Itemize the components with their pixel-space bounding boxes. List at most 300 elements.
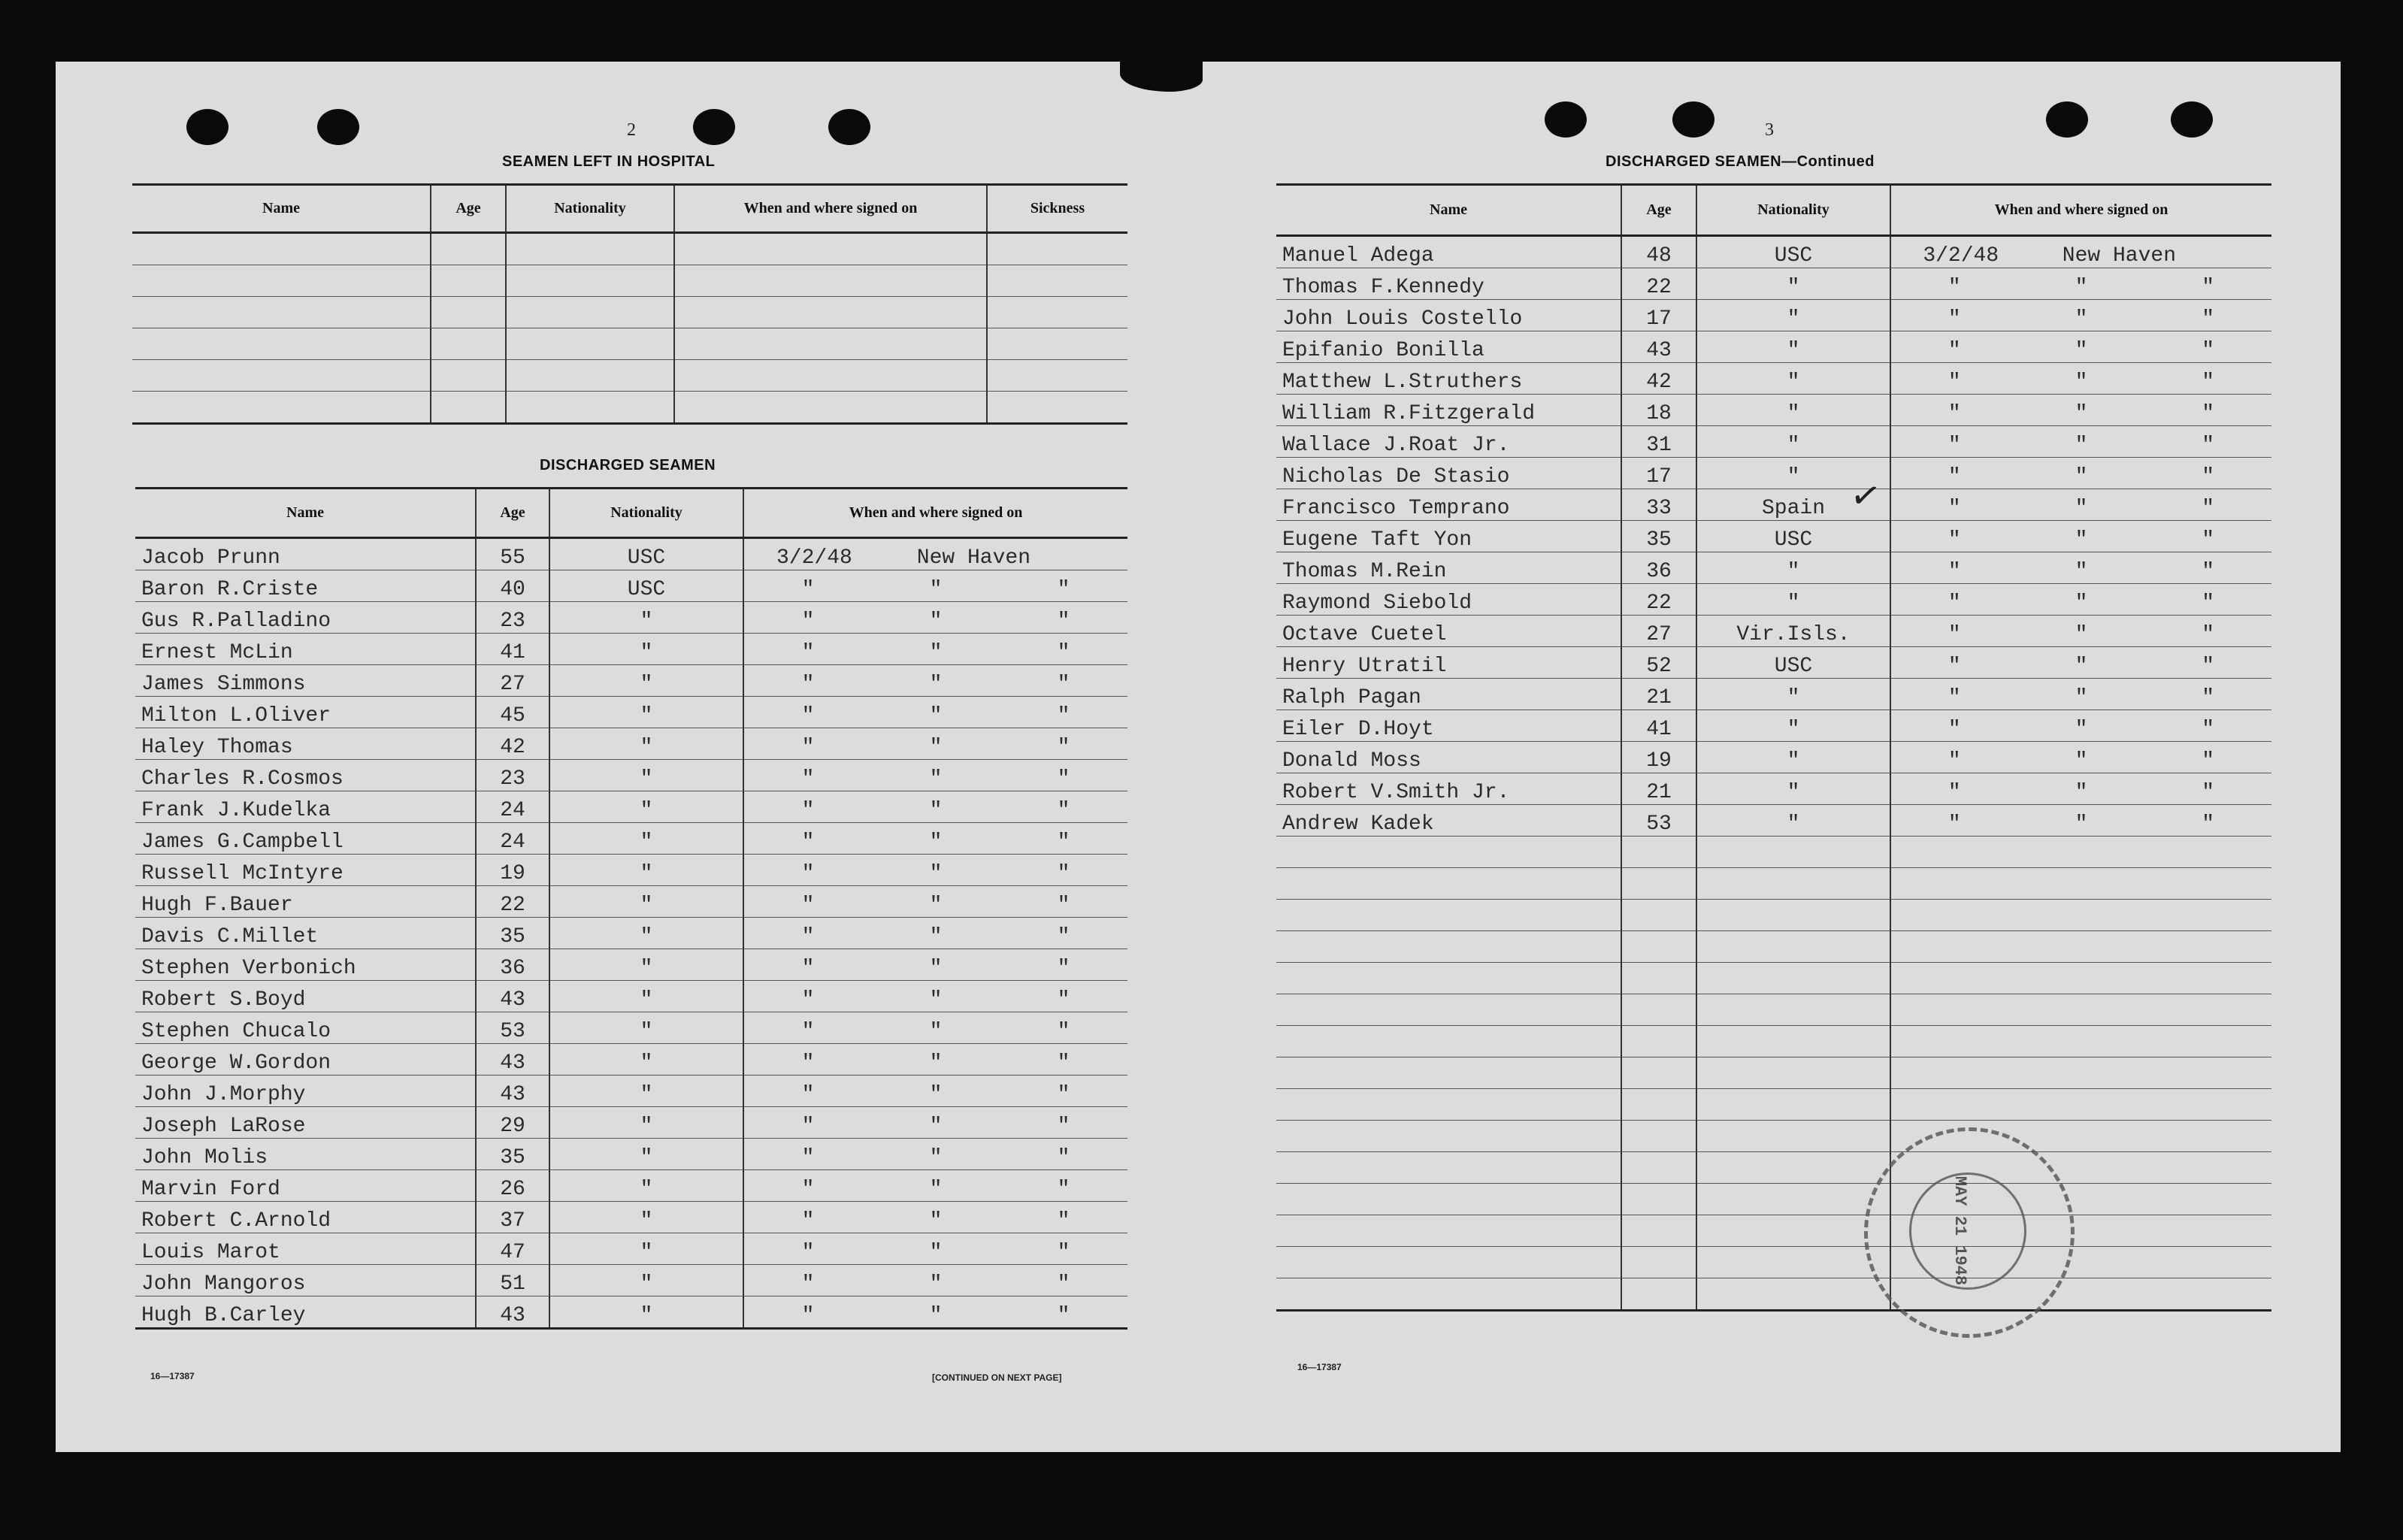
- blank-row: [1276, 931, 2271, 963]
- signed-on-cell: [743, 791, 1127, 823]
- seaman-age: 35: [476, 1139, 549, 1170]
- signed-on-place: New Haven: [916, 546, 1031, 570]
- seaman-nationality: ": [1696, 552, 1890, 584]
- signed-on-cell: [743, 728, 1127, 760]
- table-row: [1276, 647, 2271, 679]
- seaman-name: John J.Morphy: [135, 1076, 476, 1107]
- seaman-name: Ernest McLin: [135, 634, 476, 665]
- table-row: [135, 886, 1127, 918]
- seaman-age: 22: [1621, 584, 1696, 616]
- blank-row: [1276, 1247, 2271, 1278]
- seaman-nationality: ": [1696, 363, 1890, 395]
- seaman-name: Robert S.Boyd: [135, 981, 476, 1012]
- signed-on-place: ": [929, 957, 943, 980]
- seaman-nationality: ": [549, 1076, 743, 1107]
- signed-on-cell: [743, 1265, 1127, 1296]
- seaman-nationality: ": [549, 728, 743, 760]
- table-row: [1276, 679, 2271, 710]
- seaman-age: 36: [476, 949, 549, 981]
- seaman-age: 37: [476, 1202, 549, 1233]
- signed-on-place: ": [929, 1115, 943, 1138]
- signed-on-ditto: ": [2202, 497, 2215, 520]
- received-stamp: [1864, 1127, 2075, 1338]
- signed-on-cell: [1890, 489, 2271, 521]
- seaman-name: Frank J.Kudelka: [135, 791, 476, 823]
- signed-on-date: ": [1948, 686, 1961, 709]
- column-header: Nationality: [1696, 185, 1890, 236]
- seaman-name: Manuel Adega: [1276, 236, 1621, 268]
- blank-row: [132, 360, 1127, 392]
- seaman-nationality: ": [549, 1202, 743, 1233]
- seaman-nationality: ": [549, 1139, 743, 1170]
- table-row: [135, 760, 1127, 791]
- blank-row: [1276, 1057, 2271, 1089]
- signed-on-date: ": [801, 1020, 815, 1043]
- seaman-name: Hugh B.Carley: [135, 1296, 476, 1329]
- seaman-nationality: ": [1696, 805, 1890, 837]
- form-number: 16—17387: [150, 1371, 195, 1381]
- signed-on-cell: [1890, 616, 2271, 647]
- signed-on-place: ": [929, 1241, 943, 1264]
- punch-hole: [2171, 101, 2213, 138]
- signed-on-cell: [743, 823, 1127, 855]
- signed-on-date: ": [801, 988, 815, 1012]
- seaman-name: Charles R.Cosmos: [135, 760, 476, 791]
- signed-on-date: ": [801, 831, 815, 854]
- blank-row: [1276, 1278, 2271, 1311]
- signed-on-ditto: ": [1057, 862, 1070, 885]
- punch-hole: [1672, 101, 1714, 138]
- signed-on-ditto: ": [1057, 610, 1070, 633]
- table-row: [135, 791, 1127, 823]
- seaman-nationality: ": [549, 1044, 743, 1076]
- signed-on-date: ": [1948, 497, 1961, 520]
- seaman-name: Matthew L.Struthers: [1276, 363, 1621, 395]
- signed-on-cell: [1890, 236, 2271, 268]
- signed-on-place: ": [929, 1272, 943, 1296]
- column-header: Age: [431, 185, 506, 233]
- seaman-nationality: ": [1696, 679, 1890, 710]
- table-row: [1276, 584, 2271, 616]
- signed-on-ditto: ": [2202, 560, 2215, 583]
- signed-on-cell: [1890, 458, 2271, 489]
- seaman-age: 40: [476, 570, 549, 602]
- seaman-age: 45: [476, 697, 549, 728]
- signed-on-date: ": [801, 1209, 815, 1233]
- seaman-age: 21: [1621, 773, 1696, 805]
- punch-hole: [693, 109, 735, 145]
- signed-on-cell: [1890, 395, 2271, 426]
- seaman-age: 17: [1621, 458, 1696, 489]
- seaman-nationality: ": [1696, 426, 1890, 458]
- signed-on-ditto: ": [2202, 781, 2215, 804]
- signed-on-cell: [743, 918, 1127, 949]
- blank-row: [1276, 1026, 2271, 1057]
- table-row: [135, 1296, 1127, 1329]
- seaman-name: Eiler D.Hoyt: [1276, 710, 1621, 742]
- signed-on-place: ": [2075, 528, 2088, 552]
- seaman-name: Baron R.Criste: [135, 570, 476, 602]
- signed-on-date: ": [1948, 339, 1961, 362]
- signed-on-cell: [1890, 300, 2271, 331]
- signed-on-cell: [743, 855, 1127, 886]
- signed-on-date: ": [801, 1083, 815, 1106]
- seaman-nationality: ": [549, 791, 743, 823]
- signed-on-place: ": [929, 862, 943, 885]
- seaman-nationality: ": [549, 760, 743, 791]
- punch-hole: [2046, 101, 2088, 138]
- signed-on-cell: [743, 602, 1127, 634]
- signed-on-place: ": [929, 641, 943, 664]
- seaman-age: 27: [1621, 616, 1696, 647]
- table-row: [135, 1233, 1127, 1265]
- table-row: [135, 981, 1127, 1012]
- signed-on-place: ": [929, 736, 943, 759]
- signed-on-ditto: ": [1057, 704, 1070, 728]
- checkmark: ✓: [1847, 473, 1884, 519]
- seaman-age: 41: [476, 634, 549, 665]
- table-row: [135, 728, 1127, 760]
- signed-on-ditto: ": [1057, 1178, 1070, 1201]
- signed-on-ditto: ": [2202, 528, 2215, 552]
- seaman-name: Donald Moss: [1276, 742, 1621, 773]
- seaman-age: 47: [476, 1233, 549, 1265]
- table-row: [1276, 805, 2271, 837]
- seaman-name: John Molis: [135, 1139, 476, 1170]
- seaman-nationality: ": [549, 634, 743, 665]
- seaman-nationality: ": [1696, 773, 1890, 805]
- seaman-nationality: ": [549, 602, 743, 634]
- seaman-name: Joseph LaRose: [135, 1107, 476, 1139]
- seaman-nationality: ": [549, 1296, 743, 1329]
- signed-on-cell: [743, 1170, 1127, 1202]
- discharged-continued-title: DISCHARGED SEAMEN—Continued: [1606, 153, 1875, 170]
- signed-on-ditto: ": [2202, 591, 2215, 615]
- signed-on-ditto: ": [1057, 673, 1070, 696]
- seaman-nationality: ": [1696, 710, 1890, 742]
- table-row: [135, 1012, 1127, 1044]
- signed-on-date: ": [1948, 781, 1961, 804]
- signed-on-cell: [1890, 363, 2271, 395]
- seaman-name: Davis C.Millet: [135, 918, 476, 949]
- seaman-name: Louis Marot: [135, 1233, 476, 1265]
- signed-on-ditto: ": [1057, 641, 1070, 664]
- signed-on-ditto: ": [1057, 1272, 1070, 1296]
- seaman-nationality: ": [1696, 395, 1890, 426]
- table-row: [135, 538, 1127, 570]
- punch-hole: [186, 109, 228, 145]
- signed-on-cell: [1890, 521, 2271, 552]
- seaman-age: 26: [476, 1170, 549, 1202]
- seaman-age: 23: [476, 602, 549, 634]
- column-header: Name: [135, 489, 476, 538]
- signed-on-cell: [1890, 710, 2271, 742]
- seaman-name: Ralph Pagan: [1276, 679, 1621, 710]
- signed-on-date: ": [1948, 528, 1961, 552]
- seaman-age: 53: [476, 1012, 549, 1044]
- signed-on-place: ": [2075, 781, 2088, 804]
- table-row: [1276, 300, 2271, 331]
- signed-on-date: ": [1948, 434, 1961, 457]
- seaman-age: 24: [476, 823, 549, 855]
- signed-on-place: ": [929, 1304, 943, 1327]
- signed-on-cell: [743, 1233, 1127, 1265]
- table-row: [135, 1139, 1127, 1170]
- seaman-name: Thomas M.Rein: [1276, 552, 1621, 584]
- seaman-name: Hugh F.Bauer: [135, 886, 476, 918]
- signed-on-cell: [1890, 805, 2271, 837]
- signed-on-place: ": [929, 831, 943, 854]
- blank-row: [132, 328, 1127, 360]
- signed-on-place: ": [929, 1209, 943, 1233]
- seaman-name: Andrew Kadek: [1276, 805, 1621, 837]
- seaman-nationality: ": [549, 1170, 743, 1202]
- signed-on-ditto: ": [1057, 578, 1070, 601]
- blank-row: [1276, 1215, 2271, 1247]
- signed-on-place: ": [929, 610, 943, 633]
- signed-on-date: ": [801, 894, 815, 917]
- seaman-age: 17: [1621, 300, 1696, 331]
- signed-on-place: ": [929, 799, 943, 822]
- signed-on-ditto: ": [1057, 894, 1070, 917]
- signed-on-cell: [743, 1202, 1127, 1233]
- signed-on-date: ": [801, 1115, 815, 1138]
- column-header: When and where signed on: [743, 489, 1127, 538]
- seaman-name: Epifanio Bonilla: [1276, 331, 1621, 363]
- signed-on-ditto: ": [1057, 799, 1070, 822]
- signed-on-place: ": [2075, 623, 2088, 646]
- signed-on-cell: [1890, 742, 2271, 773]
- blank-row: [132, 233, 1127, 265]
- signed-on-cell: [743, 981, 1127, 1012]
- seaman-age: 33: [1621, 489, 1696, 521]
- seaman-age: 23: [476, 760, 549, 791]
- seaman-age: 53: [1621, 805, 1696, 837]
- seaman-nationality: ": [549, 1233, 743, 1265]
- blank-row: [132, 392, 1127, 424]
- column-header: Sickness: [987, 185, 1127, 233]
- seaman-nationality: ": [1696, 584, 1890, 616]
- signed-on-cell: [1890, 584, 2271, 616]
- table-row: [1276, 395, 2271, 426]
- signed-on-date: ": [801, 925, 815, 949]
- signed-on-ditto: ": [1057, 1241, 1070, 1264]
- signed-on-date: ": [801, 641, 815, 664]
- table-row: [1276, 331, 2271, 363]
- seaman-nationality: Spain: [1696, 489, 1890, 521]
- signed-on-cell: [743, 1139, 1127, 1170]
- signed-on-place: ": [929, 673, 943, 696]
- seaman-nationality: ": [1696, 458, 1890, 489]
- signed-on-ditto: ": [1057, 1020, 1070, 1043]
- signed-on-cell: [743, 1012, 1127, 1044]
- seaman-name: Thomas F.Kennedy: [1276, 268, 1621, 300]
- signed-on-date: ": [1948, 307, 1961, 331]
- signed-on-cell: [743, 1044, 1127, 1076]
- signed-on-place: ": [929, 894, 943, 917]
- blank-row: [1276, 1152, 2271, 1184]
- seaman-nationality: ": [549, 886, 743, 918]
- signed-on-place: ": [929, 578, 943, 601]
- signed-on-place: ": [2075, 307, 2088, 331]
- signed-on-ditto: ": [2202, 307, 2215, 331]
- signed-on-place: ": [2075, 655, 2088, 678]
- blank-row: [132, 297, 1127, 328]
- seaman-nationality: USC: [1696, 236, 1890, 268]
- seaman-age: 43: [1621, 331, 1696, 363]
- column-header: Age: [1621, 185, 1696, 236]
- signed-on-date: ": [1948, 402, 1961, 425]
- seaman-age: 43: [476, 1044, 549, 1076]
- signed-on-ditto: ": [2202, 465, 2215, 489]
- signed-on-date: ": [801, 704, 815, 728]
- seaman-nationality: ": [549, 823, 743, 855]
- punch-hole: [317, 109, 359, 145]
- signed-on-date: ": [1948, 655, 1961, 678]
- signed-on-place: ": [929, 1051, 943, 1075]
- seaman-name: Stephen Chucalo: [135, 1012, 476, 1044]
- seaman-age: 22: [1621, 268, 1696, 300]
- signed-on-cell: [1890, 773, 2271, 805]
- table-row: [1276, 489, 2271, 521]
- seaman-age: 42: [1621, 363, 1696, 395]
- signed-on-place: ": [929, 704, 943, 728]
- signed-on-ditto: ": [2202, 434, 2215, 457]
- signed-on-date: ": [801, 1146, 815, 1169]
- table-row: [1276, 742, 2271, 773]
- signed-on-date: ": [1948, 560, 1961, 583]
- signed-on-ditto: ": [2202, 686, 2215, 709]
- seaman-name: George W.Gordon: [135, 1044, 476, 1076]
- table-row: [1276, 268, 2271, 300]
- signed-on-date: ": [801, 1272, 815, 1296]
- column-header: Name: [132, 185, 431, 233]
- signed-on-place: ": [929, 1146, 943, 1169]
- seaman-age: 43: [476, 981, 549, 1012]
- signed-on-date: ": [1948, 749, 1961, 773]
- seaman-age: 19: [476, 855, 549, 886]
- seaman-age: 24: [476, 791, 549, 823]
- signed-on-place: ": [2075, 560, 2088, 583]
- table-row: [1276, 552, 2271, 584]
- table-row: [135, 570, 1127, 602]
- punch-hole: [1545, 101, 1587, 138]
- table-row: [135, 1265, 1127, 1296]
- table-row: [1276, 616, 2271, 647]
- seaman-name: James G.Campbell: [135, 823, 476, 855]
- table-row: [135, 634, 1127, 665]
- discharged-section-title: DISCHARGED SEAMEN: [540, 457, 716, 473]
- signed-on-place: ": [2075, 402, 2088, 425]
- seaman-name: Haley Thomas: [135, 728, 476, 760]
- seaman-name: Russell McIntyre: [135, 855, 476, 886]
- signed-on-place: ": [929, 1020, 943, 1043]
- signed-on-place: ": [2075, 749, 2088, 773]
- seaman-age: 29: [476, 1107, 549, 1139]
- seaman-nationality: ": [549, 1107, 743, 1139]
- table-row: [1276, 363, 2271, 395]
- seaman-age: 35: [1621, 521, 1696, 552]
- seaman-nationality: ": [1696, 268, 1890, 300]
- signed-on-date: 3/2/48: [1923, 244, 1999, 268]
- signed-on-date: ": [1948, 371, 1961, 394]
- seaman-age: 19: [1621, 742, 1696, 773]
- signed-on-ditto: ": [2202, 812, 2215, 836]
- signed-on-ditto: ": [2202, 718, 2215, 741]
- blank-row: [1276, 1121, 2271, 1152]
- seaman-age: 21: [1621, 679, 1696, 710]
- signed-on-place: ": [929, 767, 943, 791]
- signed-on-date: ": [801, 957, 815, 980]
- signed-on-cell: [1890, 647, 2271, 679]
- table-row: [135, 697, 1127, 728]
- form-number: 16—17387: [1297, 1362, 1342, 1372]
- seaman-nationality: ": [549, 918, 743, 949]
- page-number: 2: [627, 120, 636, 140]
- punch-hole: [828, 109, 870, 145]
- continued-note: [CONTINUED ON NEXT PAGE]: [932, 1372, 1062, 1383]
- hospital-section-title: SEAMEN LEFT IN HOSPITAL: [502, 153, 716, 170]
- table-row: [1276, 458, 2271, 489]
- seaman-age: 31: [1621, 426, 1696, 458]
- column-header: Nationality: [506, 185, 674, 233]
- table-row: [135, 1170, 1127, 1202]
- signed-on-cell: [743, 634, 1127, 665]
- seaman-age: 42: [476, 728, 549, 760]
- signed-on-date: ": [801, 673, 815, 696]
- seaman-name: Henry Utratil: [1276, 647, 1621, 679]
- table-row: [1276, 426, 2271, 458]
- seaman-age: 41: [1621, 710, 1696, 742]
- table-row: [1276, 773, 2271, 805]
- signed-on-cell: [1890, 426, 2271, 458]
- signed-on-date: ": [1948, 465, 1961, 489]
- seaman-nationality: ": [1696, 300, 1890, 331]
- seaman-name: James Simmons: [135, 665, 476, 697]
- signed-on-date: ": [801, 1241, 815, 1264]
- signed-on-ditto: ": [1057, 1146, 1070, 1169]
- column-header: Nationality: [549, 489, 743, 538]
- column-header: When and where signed on: [1890, 185, 2271, 236]
- seaman-name: Nicholas De Stasio: [1276, 458, 1621, 489]
- table-row: [135, 1202, 1127, 1233]
- signed-on-ditto: ": [1057, 1115, 1070, 1138]
- signed-on-date: ": [801, 736, 815, 759]
- signed-on-cell: [743, 886, 1127, 918]
- signed-on-place: ": [929, 1178, 943, 1201]
- signed-on-ditto: ": [1057, 1209, 1070, 1233]
- table-row: [135, 855, 1127, 886]
- signed-on-cell: [743, 697, 1127, 728]
- column-header: When and where signed on: [674, 185, 987, 233]
- signed-on-cell: [743, 760, 1127, 791]
- table-row: [1276, 236, 2271, 268]
- seaman-name: Wallace J.Roat Jr.: [1276, 426, 1621, 458]
- seaman-age: 22: [476, 886, 549, 918]
- seaman-nationality: ": [549, 697, 743, 728]
- seaman-nationality: ": [549, 665, 743, 697]
- signed-on-place: ": [2075, 276, 2088, 299]
- table-row: [1276, 710, 2271, 742]
- column-header: Age: [476, 489, 549, 538]
- seaman-name: Gus R.Palladino: [135, 602, 476, 634]
- signed-on-date: ": [1948, 276, 1961, 299]
- seaman-nationality: USC: [1696, 647, 1890, 679]
- signed-on-ditto: ": [1057, 988, 1070, 1012]
- signed-on-place: ": [2075, 718, 2088, 741]
- signed-on-ditto: ": [1057, 831, 1070, 854]
- seaman-age: 35: [476, 918, 549, 949]
